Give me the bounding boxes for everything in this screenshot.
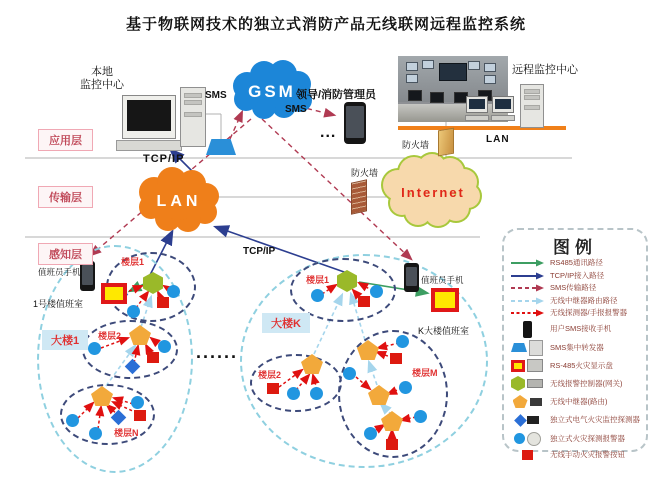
fire-detector-alarm-icon xyxy=(504,432,550,446)
firewall-internet-label: 防火墙 xyxy=(351,168,379,178)
legend-item: 无线报警控制器(网关) xyxy=(504,375,646,393)
fire-detector-dot xyxy=(343,367,356,380)
firewall-internet-icon xyxy=(351,179,367,214)
fire-detector-dot xyxy=(131,396,144,409)
manual-alarm-button-icon xyxy=(504,450,550,460)
local-pc-tower xyxy=(180,87,206,147)
fire-detector-dot xyxy=(399,381,412,394)
wireless-repeater-router-icon xyxy=(504,395,550,408)
tcpip-label-left: TCP/IP xyxy=(143,153,185,165)
local-pc-keyboard xyxy=(116,140,182,151)
building1-duty-phone-icon xyxy=(80,261,95,291)
internet-cloud-label: Internet xyxy=(401,185,465,200)
remote-server-tower xyxy=(520,84,544,128)
fire-detector-dot xyxy=(364,427,377,440)
remote-pc-2-keyboard xyxy=(491,115,515,121)
building1-floor2-label: 楼层2 xyxy=(98,331,122,341)
building1-floor1-label: 楼层1 xyxy=(121,257,145,267)
layer-label-transport: 传输层 xyxy=(38,186,93,208)
manual-button-dot xyxy=(390,353,402,364)
lan-bus-label: LAN xyxy=(486,134,510,145)
fire-detector-dot xyxy=(287,387,300,400)
buildingK-floor2-ellipse xyxy=(250,354,342,412)
legend-box xyxy=(502,228,648,459)
buildingK-label: 大楼K xyxy=(262,313,310,333)
legend-item: 无线中继器路由路径 xyxy=(504,295,646,308)
layer-divider-lines xyxy=(25,114,572,237)
rs485-path-arrow-icon xyxy=(504,259,550,267)
legend-item: RS-485火灾显示盘 xyxy=(504,357,646,375)
fire-detector-dot xyxy=(370,285,383,298)
buildingK-duty-phone-label: 值班员手机 xyxy=(421,275,464,285)
building1-label: 大楼1 xyxy=(42,330,88,350)
repeater-route-arrow-icon xyxy=(504,297,550,305)
buildingK-floorM-label: 楼层M xyxy=(412,368,438,378)
remote-pc-1-keyboard xyxy=(465,115,489,121)
remote-center-label: 远程监控中心 xyxy=(512,64,578,76)
sms-path-arrow-icon xyxy=(504,284,550,292)
gsm-cloud-label: GSM xyxy=(248,82,296,101)
legend-item: TCP/IP接入路径 xyxy=(504,270,646,283)
page-title: 基于物联网技术的独立式消防产品无线联网远程监控系统 xyxy=(125,16,526,33)
detector-alarm-arrow-icon xyxy=(504,309,550,317)
building1-duty-phone-label: 值班员手机 xyxy=(38,267,81,277)
buildingK-duty-phone-icon xyxy=(404,263,419,292)
layer-label-perception: 感知层 xyxy=(38,243,93,265)
legend-title: 图例 xyxy=(553,238,597,257)
local-center-label: 本地 监控中心 xyxy=(80,66,124,91)
manual-button-dot xyxy=(358,296,370,307)
legend-item: 用户SMS接收手机 xyxy=(504,320,646,339)
admin-label: 领导/消防管理员 xyxy=(296,89,377,101)
fire-detector-dot xyxy=(396,335,409,348)
fire-display-panel-icon xyxy=(504,359,550,372)
building1-duty-room-label: 1号楼值班室 xyxy=(33,299,84,309)
firewall-top-label: 防火墙 xyxy=(402,140,430,150)
sms-phone-icon xyxy=(504,321,550,338)
admin-dots: ... xyxy=(320,124,337,141)
legend-item: 无线手动火灾报警按钮 xyxy=(504,448,646,462)
tcpip-path-arrow-icon xyxy=(504,272,550,280)
layer-label-application: 应用层 xyxy=(38,129,93,151)
local-pc-monitor xyxy=(122,95,176,139)
legend-item: SMS集中转发器 xyxy=(504,339,646,357)
fire-detector-dot xyxy=(66,414,79,427)
manual-button-dot xyxy=(386,439,398,450)
legend-item: 独立式火灾探测报警器 xyxy=(504,430,646,448)
buildingK-floor1-label: 楼层1 xyxy=(306,275,330,285)
fire-detector-dot xyxy=(127,305,140,318)
manual-button-dot xyxy=(134,410,146,421)
legend-item: RS485通讯路径 xyxy=(504,257,646,270)
fire-detector-dot xyxy=(311,289,324,302)
fire-detector-dot xyxy=(88,342,101,355)
sms-uplink-label: SMS xyxy=(205,90,227,101)
manual-button-dot xyxy=(147,352,159,363)
legend-item: 无线中继器(路由) xyxy=(504,393,646,411)
building1-floorN-label: 楼层N xyxy=(114,428,139,438)
fire-detector-dot xyxy=(89,427,102,440)
buildingK-duty-room-label: K大楼值班室 xyxy=(418,326,470,336)
alarm-controller-gateway-icon xyxy=(504,376,550,391)
fire-detector-dot xyxy=(310,387,323,400)
sms-to-admin-label: SMS xyxy=(285,104,307,115)
building1-duty-room-panel xyxy=(101,283,127,304)
fire-detector-dot xyxy=(414,410,427,423)
admin-phone-icon xyxy=(344,102,366,144)
manual-button-dot xyxy=(267,383,279,394)
tcpip-label-right: TCP/IP xyxy=(243,246,276,257)
manual-button-dot xyxy=(157,297,169,308)
buildingK-duty-room-panel xyxy=(431,288,459,312)
firewall-top-icon xyxy=(438,128,454,157)
electrical-fire-detector-icon xyxy=(504,416,550,425)
building-separator-dots: ...... xyxy=(196,342,239,362)
fire-detector-dot xyxy=(158,340,171,353)
legend-item: SMS传输路径 xyxy=(504,282,646,295)
buildingK-floor2-label: 楼层2 xyxy=(258,370,282,380)
sms-forwarder-icon xyxy=(504,340,550,356)
remote-pc-1 xyxy=(466,96,488,113)
remote-pc-2 xyxy=(492,96,514,113)
lan-cloud-label: LAN xyxy=(156,193,202,210)
legend-item: 独立式电气火灾监控探测器 xyxy=(504,411,646,430)
legend-item: 无线探测器/手报报警器 xyxy=(504,307,646,320)
